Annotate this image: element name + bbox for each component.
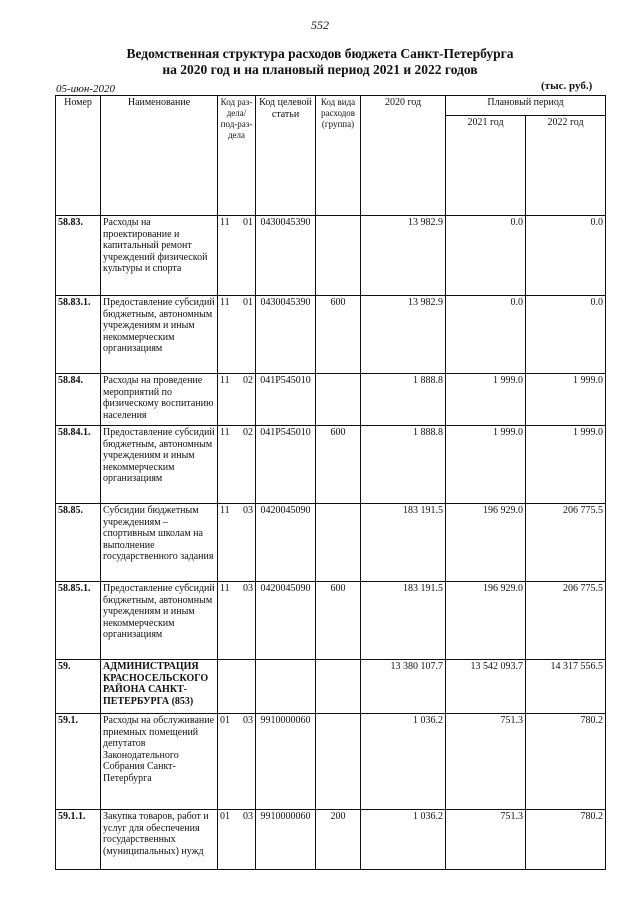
row-section-code: 11 — [218, 216, 236, 296]
row-subsection-code: 03 — [236, 810, 256, 870]
row-subsection-code: 03 — [236, 714, 256, 810]
title-line-2: на 2020 год и на плановый период 2021 и 2022 годов — [162, 62, 478, 77]
row-target-code: 0420045090 — [256, 582, 316, 660]
row-target-code: 0420045090 — [256, 504, 316, 582]
row-name: АДМИНИСТРАЦИЯ КРАСНОСЕЛЬСКОГО РАЙОНА САНКТ-ПЕТЕРБУРГА (853) — [101, 660, 218, 714]
row-amount-2021: 1 999.0 — [446, 374, 526, 426]
table-row — [56, 504, 606, 582]
row-amount-2020: 13 380 107.7 — [361, 660, 446, 714]
row-number: 58.84.1. — [56, 426, 101, 504]
row-name: Предоставление субсидий бюджетным, автономным учреждениям и иным некоммерческим организациям — [101, 426, 218, 504]
row-subsection-code: 02 — [236, 426, 256, 504]
row-name: Предоставление субсидий бюджетным, автономным учреждениям и иным некоммерческим организациям — [101, 582, 218, 660]
row-amount-2022: 206 775.5 — [526, 582, 606, 660]
row-subsection-code: 01 — [236, 296, 256, 374]
table-row — [56, 426, 606, 504]
table-row — [56, 810, 606, 870]
header-expense-type-code: Код вида расходов (группа) — [316, 96, 361, 216]
row-amount-2022: 780.2 — [526, 810, 606, 870]
header-2021: 2021 год — [446, 116, 526, 216]
row-subsection-code: 02 — [236, 374, 256, 426]
table-header — [56, 96, 606, 216]
row-amount-2020: 183 191.5 — [361, 504, 446, 582]
row-name: Расходы на обслуживание приемных помещений депутатов Законодательного Собрания Санкт-Петербурга — [101, 714, 218, 810]
row-target-code: 041P545010 — [256, 426, 316, 504]
row-number: 58.83.1. — [56, 296, 101, 374]
table-row — [56, 374, 606, 426]
row-section-code — [218, 660, 236, 714]
row-name: Расходы на проектирование и капитальный ремонт учреждений физической культуры и спорта — [101, 216, 218, 296]
row-amount-2021: 751.3 — [446, 810, 526, 870]
header-number: Номер — [56, 96, 101, 216]
row-amount-2020: 1 036.2 — [361, 810, 446, 870]
header-section-code: Код раз-дела/ под-раз-дела — [218, 96, 256, 216]
row-target-code: 041P545010 — [256, 374, 316, 426]
row-subsection-code: 03 — [236, 582, 256, 660]
row-amount-2020: 1 036.2 — [361, 714, 446, 810]
row-amount-2020: 1 888.8 — [361, 374, 446, 426]
row-name: Субсидии бюджетным учреждениям – спортивным школам на выполнение государственного задания — [101, 504, 218, 582]
table-row — [56, 216, 606, 296]
row-number: 58.85.1. — [56, 582, 101, 660]
budget-table — [55, 95, 606, 870]
row-amount-2020: 13 982.9 — [361, 296, 446, 374]
units-label: (тыс. руб.) — [541, 80, 593, 92]
row-amount-2022: 1 999.0 — [526, 374, 606, 426]
header-plan-period: Плановый период — [446, 96, 606, 116]
row-amount-2021: 196 929.0 — [446, 504, 526, 582]
title-line-1: Ведомственная структура расходов бюджета Санкт-Петербурга — [126, 46, 514, 61]
row-amount-2022: 780.2 — [526, 714, 606, 810]
row-section-code: 11 — [218, 296, 236, 374]
row-subsection-code: 01 — [236, 216, 256, 296]
row-amount-2021: 13 542 093.7 — [446, 660, 526, 714]
row-amount-2020: 1 888.8 — [361, 426, 446, 504]
row-target-code — [256, 660, 316, 714]
header-name: Наименование — [101, 96, 218, 216]
row-section-code: 11 — [218, 504, 236, 582]
row-amount-2020: 13 982.9 — [361, 216, 446, 296]
row-amount-2021: 0.0 — [446, 296, 526, 374]
row-name: Предоставление субсидий бюджетным, автономным учреждениям и иным некоммерческим организациям — [101, 296, 218, 374]
row-section-code: 11 — [218, 582, 236, 660]
table-row — [56, 296, 606, 374]
document-date: 05-июн-2020 — [56, 83, 116, 95]
row-amount-2021: 1 999.0 — [446, 426, 526, 504]
header-2022: 2022 год — [526, 116, 606, 216]
row-number: 58.83. — [56, 216, 101, 296]
row-subsection-code — [236, 660, 256, 714]
row-name: Закупка товаров, работ и услуг для обеспечения государственных (муниципальных) нужд — [101, 810, 218, 870]
row-amount-2020: 183 191.5 — [361, 582, 446, 660]
table-row — [56, 582, 606, 660]
row-number: 58.85. — [56, 504, 101, 582]
row-expense-type: 600 — [316, 296, 361, 374]
row-number: 59.1. — [56, 714, 101, 810]
row-amount-2022: 14 317 556.5 — [526, 660, 606, 714]
row-amount-2022: 0.0 — [526, 216, 606, 296]
row-target-code: 0430045390 — [256, 216, 316, 296]
page-number: 552 — [311, 18, 329, 32]
header-2020: 2020 год — [361, 96, 446, 216]
row-expense-type — [316, 374, 361, 426]
row-expense-type: 600 — [316, 582, 361, 660]
row-target-code: 0430045390 — [256, 296, 316, 374]
row-target-code: 9910000060 — [256, 714, 316, 810]
row-section-code: 11 — [218, 374, 236, 426]
row-expense-type: 200 — [316, 810, 361, 870]
row-expense-type — [316, 660, 361, 714]
row-number: 58.84. — [56, 374, 101, 426]
row-expense-type — [316, 714, 361, 810]
document-title — [0, 46, 640, 78]
row-amount-2022: 0.0 — [526, 296, 606, 374]
row-number: 59.1.1. — [56, 810, 101, 870]
row-amount-2022: 206 775.5 — [526, 504, 606, 582]
row-number: 59. — [56, 660, 101, 714]
header-target-code: Код целевой статьи — [256, 96, 316, 216]
table-body — [56, 216, 606, 870]
table-row — [56, 660, 606, 714]
row-section-code: 01 — [218, 810, 236, 870]
row-amount-2021: 0.0 — [446, 216, 526, 296]
row-section-code: 01 — [218, 714, 236, 810]
row-section-code: 11 — [218, 426, 236, 504]
row-amount-2022: 1 999.0 — [526, 426, 606, 504]
row-amount-2021: 751.3 — [446, 714, 526, 810]
row-expense-type — [316, 216, 361, 296]
row-name: Расходы на проведение мероприятий по физическому воспитанию населения — [101, 374, 218, 426]
row-expense-type — [316, 504, 361, 582]
row-amount-2021: 196 929.0 — [446, 582, 526, 660]
table-row — [56, 714, 606, 810]
row-expense-type: 600 — [316, 426, 361, 504]
row-subsection-code: 03 — [236, 504, 256, 582]
row-target-code: 9910000060 — [256, 810, 316, 870]
